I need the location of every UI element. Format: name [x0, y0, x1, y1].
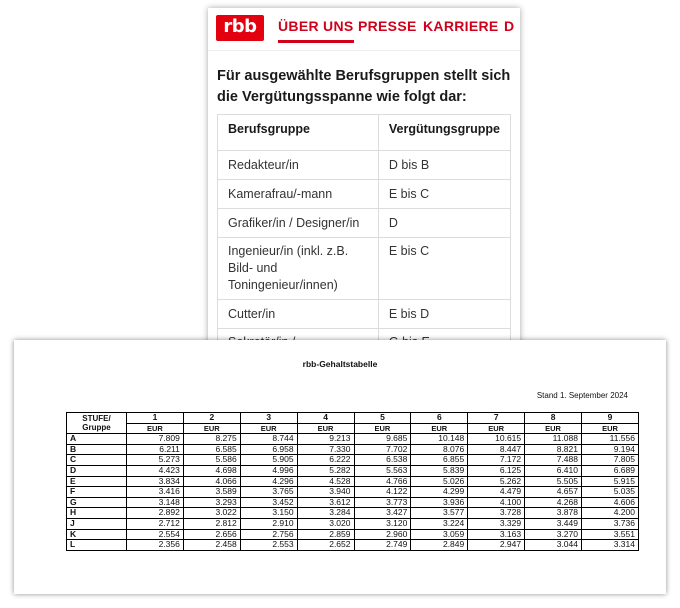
- salary-cell: 3.728: [468, 508, 525, 519]
- table-header-row: [218, 115, 511, 151]
- stufe-header: 4: [297, 413, 354, 424]
- salary-cell: 4.606: [582, 497, 639, 508]
- salary-cell: 2.859: [297, 529, 354, 540]
- top-navigation: [208, 8, 520, 51]
- currency-header-row: [67, 423, 639, 434]
- salary-cell: 2.553: [240, 540, 297, 551]
- salary-cell: 5.563: [354, 465, 411, 476]
- berufsgruppe-cell: Kamerafrau/-mann: [218, 180, 379, 209]
- verguetungsgruppe-cell: E bis D: [378, 300, 510, 329]
- currency-header: EUR: [354, 423, 411, 434]
- salary-cell: 4.657: [525, 487, 582, 498]
- salary-cell: 9.194: [582, 444, 639, 455]
- table-row: [218, 300, 511, 329]
- table-row: [67, 444, 639, 455]
- salary-cell: 3.589: [183, 487, 240, 498]
- salary-cell: 7.330: [297, 444, 354, 455]
- table-row: [67, 497, 639, 508]
- salary-cell: 9.685: [354, 434, 411, 445]
- salary-cell: 2.712: [127, 518, 184, 529]
- salary-cell: 7.488: [525, 455, 582, 466]
- stufe-header: 6: [411, 413, 468, 424]
- salary-cell: 3.224: [411, 518, 468, 529]
- verguetungsgruppe-cell: E bis C: [378, 238, 510, 300]
- salary-cell: 5.035: [582, 487, 639, 498]
- salary-cell: 4.479: [468, 487, 525, 498]
- gruppe-cell: B: [67, 444, 127, 455]
- salary-cell: 7.805: [582, 455, 639, 466]
- salary-cell: 4.698: [183, 465, 240, 476]
- salary-cell: 3.834: [127, 476, 184, 487]
- salary-cell: 3.163: [468, 529, 525, 540]
- currency-header: EUR: [525, 423, 582, 434]
- gruppe-cell: J: [67, 518, 127, 529]
- salary-cell: 3.940: [297, 487, 354, 498]
- salary-cell: 2.756: [240, 529, 297, 540]
- website-screenshot: [208, 8, 520, 350]
- salary-cell: 4.423: [127, 465, 184, 476]
- header-berufsgruppe: Berufsgruppe: [218, 115, 379, 151]
- salary-cell: 3.612: [297, 497, 354, 508]
- currency-header: EUR: [127, 423, 184, 434]
- salary-cell: 4.122: [354, 487, 411, 498]
- table-row: [67, 518, 639, 529]
- salary-cell: 3.150: [240, 508, 297, 519]
- gruppe-cell: L: [67, 540, 127, 551]
- salary-cell: 11.088: [525, 434, 582, 445]
- salary-cell: 5.915: [582, 476, 639, 487]
- nav-item-karriere[interactable]: KARRIERE: [423, 18, 499, 34]
- salary-cell: 6.585: [183, 444, 240, 455]
- stufe-header: 2: [183, 413, 240, 424]
- gruppe-cell: K: [67, 529, 127, 540]
- salary-cell: 10.148: [411, 434, 468, 445]
- salary-cell: 2.849: [411, 540, 468, 551]
- berufsgruppe-cell: Grafiker/in / Designer/in: [218, 209, 379, 238]
- rbb-logo[interactable]: rbb: [216, 15, 264, 41]
- salary-cell: 3.020: [297, 518, 354, 529]
- header-verguetungsgruppe: Vergütungsgruppe: [378, 115, 510, 151]
- currency-header: EUR: [240, 423, 297, 434]
- salary-cell: 3.452: [240, 497, 297, 508]
- table-row: [67, 455, 639, 466]
- salary-cell: 6.211: [127, 444, 184, 455]
- salary-cell: 3.059: [411, 529, 468, 540]
- gruppe-cell: H: [67, 508, 127, 519]
- salary-cell: 5.505: [525, 476, 582, 487]
- gruppe-cell: E: [67, 476, 127, 487]
- salary-cell: 8.275: [183, 434, 240, 445]
- table-row: [67, 487, 639, 498]
- salary-cell: 4.066: [183, 476, 240, 487]
- sheet-title: rbb-Gehaltstabelle: [302, 359, 378, 369]
- salary-cell: 8.076: [411, 444, 468, 455]
- currency-header: EUR: [411, 423, 468, 434]
- header-stufe-label: STUFE/: [82, 414, 111, 424]
- salary-cell: 4.268: [525, 497, 582, 508]
- salary-cell: 5.273: [127, 455, 184, 466]
- salary-cell: 2.947: [468, 540, 525, 551]
- salary-cell: 8.821: [525, 444, 582, 455]
- verguetungsgruppe-cell: D: [378, 209, 510, 238]
- gruppe-cell: D: [67, 465, 127, 476]
- stufe-header: 8: [525, 413, 582, 424]
- currency-header: EUR: [468, 423, 525, 434]
- salary-cell: 3.427: [354, 508, 411, 519]
- salary-cell: 6.125: [468, 465, 525, 476]
- salary-cell: 9.213: [297, 434, 354, 445]
- stufe-header: 1: [127, 413, 184, 424]
- gruppe-cell: G: [67, 497, 127, 508]
- salary-cell: 5.262: [468, 476, 525, 487]
- currency-header: EUR: [183, 423, 240, 434]
- table-row: [67, 476, 639, 487]
- salary-cell: 3.293: [183, 497, 240, 508]
- salary-cell: 3.022: [183, 508, 240, 519]
- salary-cell: 4.296: [240, 476, 297, 487]
- intro-text: Für ausgewählte Berufsgruppen stellt sich die Vergütungsspanne wie folgt dar:: [217, 68, 511, 105]
- header-gruppe-label: Gruppe: [82, 423, 111, 433]
- salary-cell: 2.960: [354, 529, 411, 540]
- salary-cell: 6.222: [297, 455, 354, 466]
- salary-cell: 3.044: [525, 540, 582, 551]
- salary-cell: 4.299: [411, 487, 468, 498]
- table-row: [218, 209, 511, 238]
- salary-cell: 4.766: [354, 476, 411, 487]
- salary-cell: 2.910: [240, 518, 297, 529]
- nav-item-ueber-uns[interactable]: ÜBER UNS: [278, 18, 354, 43]
- table-row: [218, 238, 511, 300]
- gruppe-cell: F: [67, 487, 127, 498]
- salary-cell: 6.958: [240, 444, 297, 455]
- gehalt-table: [66, 412, 639, 551]
- salary-cell: 3.577: [411, 508, 468, 519]
- salary-cell: 10.615: [468, 434, 525, 445]
- table-row: [67, 529, 639, 540]
- currency-header: EUR: [582, 423, 639, 434]
- salary-cell: 2.652: [297, 540, 354, 551]
- salary-cell: 4.100: [468, 497, 525, 508]
- table-row: [218, 180, 511, 209]
- salary-cell: 3.773: [354, 497, 411, 508]
- salary-cell: 4.528: [297, 476, 354, 487]
- stufen-header-row: [67, 413, 639, 424]
- table-row: [218, 151, 511, 180]
- stufe-header: 7: [468, 413, 525, 424]
- salary-cell: 5.282: [297, 465, 354, 476]
- nav-item-truncated[interactable]: D: [504, 18, 515, 34]
- salary-cell: 3.765: [240, 487, 297, 498]
- salary-cell: 2.356: [127, 540, 184, 551]
- salary-cell: 3.936: [411, 497, 468, 508]
- verguetungsgruppe-cell: D bis B: [378, 151, 510, 180]
- berufsgruppe-cell: Ingenieur/in (inkl. z.B. Bild- und Toningenieur/innen): [218, 238, 379, 300]
- salary-cell: 7.172: [468, 455, 525, 466]
- salary-cell: 2.892: [127, 508, 184, 519]
- table-row: [67, 434, 639, 445]
- salary-cell: 2.812: [183, 518, 240, 529]
- salary-cell: 3.120: [354, 518, 411, 529]
- stufe-header: 5: [354, 413, 411, 424]
- salary-cell: 11.556: [582, 434, 639, 445]
- salary-cell: 2.554: [127, 529, 184, 540]
- salary-cell: 2.458: [183, 540, 240, 551]
- berufsgruppe-cell: Cutter/in: [218, 300, 379, 329]
- salary-cell: 4.200: [582, 508, 639, 519]
- berufsgruppe-cell: Redakteur/in: [218, 151, 379, 180]
- salary-cell: 5.026: [411, 476, 468, 487]
- salary-cell: 6.855: [411, 455, 468, 466]
- salary-cell: 2.749: [354, 540, 411, 551]
- salary-cell: 5.586: [183, 455, 240, 466]
- gruppe-cell: A: [67, 434, 127, 445]
- salary-cell: 3.551: [582, 529, 639, 540]
- stufe-header: 9: [582, 413, 639, 424]
- salary-cell: 3.314: [582, 540, 639, 551]
- salary-cell: 3.284: [297, 508, 354, 519]
- salary-cell: 6.538: [354, 455, 411, 466]
- sheet-date: Stand 1. September 2024: [536, 391, 628, 400]
- gehalt-table-body: [67, 434, 639, 551]
- salary-cell: 3.449: [525, 518, 582, 529]
- table-row: [67, 465, 639, 476]
- nav-item-presse[interactable]: PRESSE: [358, 18, 417, 34]
- salary-cell: 3.736: [582, 518, 639, 529]
- salary-cell: 8.447: [468, 444, 525, 455]
- salary-cell: 7.809: [127, 434, 184, 445]
- gruppe-cell: C: [67, 455, 127, 466]
- salary-cell: 3.416: [127, 487, 184, 498]
- salary-cell: 3.270: [525, 529, 582, 540]
- salary-cell: 3.878: [525, 508, 582, 519]
- stufe-header: 3: [240, 413, 297, 424]
- header-stufe-gruppe: [67, 413, 127, 434]
- salary-cell: 3.148: [127, 497, 184, 508]
- salary-cell: 8.744: [240, 434, 297, 445]
- salary-cell: 2.656: [183, 529, 240, 540]
- salary-cell: 6.689: [582, 465, 639, 476]
- verguetungsgruppe-cell: E bis C: [378, 180, 510, 209]
- salary-cell: 5.905: [240, 455, 297, 466]
- table-row: [67, 508, 639, 519]
- table-row: [67, 540, 639, 551]
- salary-cell: 7.702: [354, 444, 411, 455]
- salary-cell: 5.839: [411, 465, 468, 476]
- salary-cell: 4.996: [240, 465, 297, 476]
- currency-header: EUR: [297, 423, 354, 434]
- salary-cell: 3.329: [468, 518, 525, 529]
- salary-cell: 6.410: [525, 465, 582, 476]
- gehaltstabelle-document: [14, 340, 666, 594]
